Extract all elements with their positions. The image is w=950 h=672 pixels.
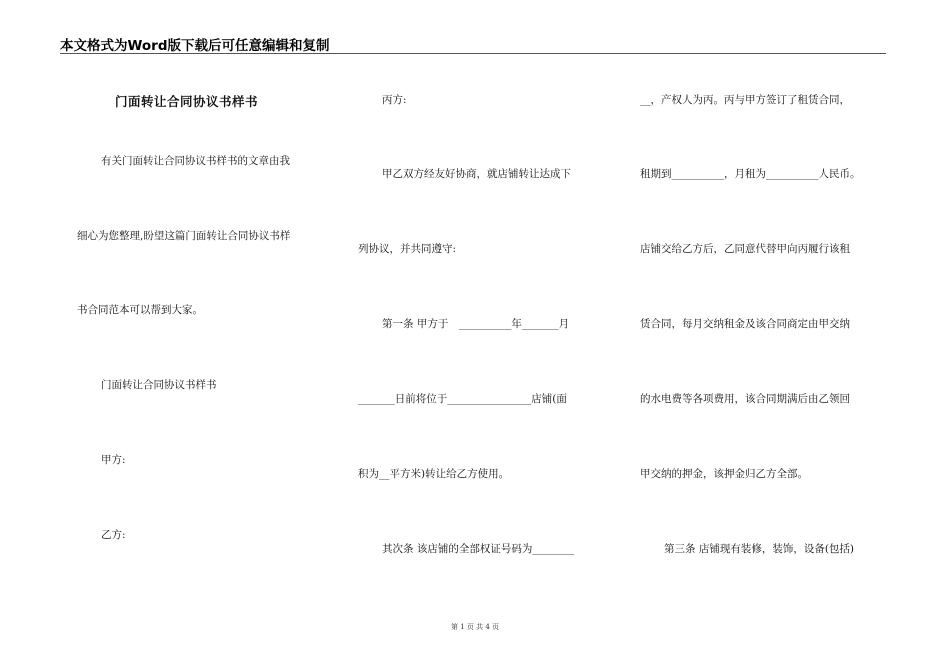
col3-line-7: 第三条 店铺现有装修，装饰，设备(包括)	[664, 543, 855, 555]
col2-line-1: 丙方:	[382, 94, 407, 106]
col1-line-3: 书合同范本可以帮到大家。	[77, 304, 203, 316]
col3-line-2: 租期到__________，月租为__________人民币。	[640, 168, 861, 180]
col3-line-3: 店铺交给乙方后，乙同意代替甲向丙履行该租	[640, 243, 850, 255]
header-title: 本文格式为Word版下载后可任意编辑和复制	[60, 38, 330, 54]
col1-line-6: 乙方:	[101, 529, 126, 541]
page-number: 第 1 页 共 4 页	[450, 623, 500, 631]
col3-line-4: 赁合同，每月交纳租金及该合同商定由甲交纳	[640, 318, 850, 330]
col3-line-5: 的水电费等各项费用，该合同期满后由乙领回	[640, 393, 850, 405]
col1-line-5: 甲方:	[101, 454, 126, 466]
col1-line-1: 有关门面转让合同协议书样书的文章由我	[101, 155, 290, 167]
col3-line-1: __，产权人为丙。丙与甲方签订了租赁合同，	[640, 94, 850, 106]
col2-line-4: 第一条 甲方于 __________年_______月	[382, 318, 570, 330]
document-title: 门面转让合同协议书样书	[115, 94, 259, 109]
col2-line-3: 列协议，并共同遵守:	[358, 243, 457, 255]
col2-line-7: 其次条 该店铺的全部权证号码为________	[382, 543, 575, 555]
col3-line-6: 甲交纳的押金，该押金归乙方全部。	[640, 468, 808, 480]
col2-line-5: _______日前将位于________________店铺(面	[358, 393, 567, 405]
header-divider	[60, 53, 886, 54]
col1-line-2: 细心为您整理,盼望这篇门面转让合同协议书样	[77, 230, 291, 242]
col2-line-6: 积为__平方米)转让给乙方使用。	[358, 468, 510, 480]
col1-line-4: 门面转让合同协议书样书	[101, 379, 217, 391]
col2-line-2: 甲乙双方经友好协商，就店铺转让达成下	[382, 168, 571, 180]
